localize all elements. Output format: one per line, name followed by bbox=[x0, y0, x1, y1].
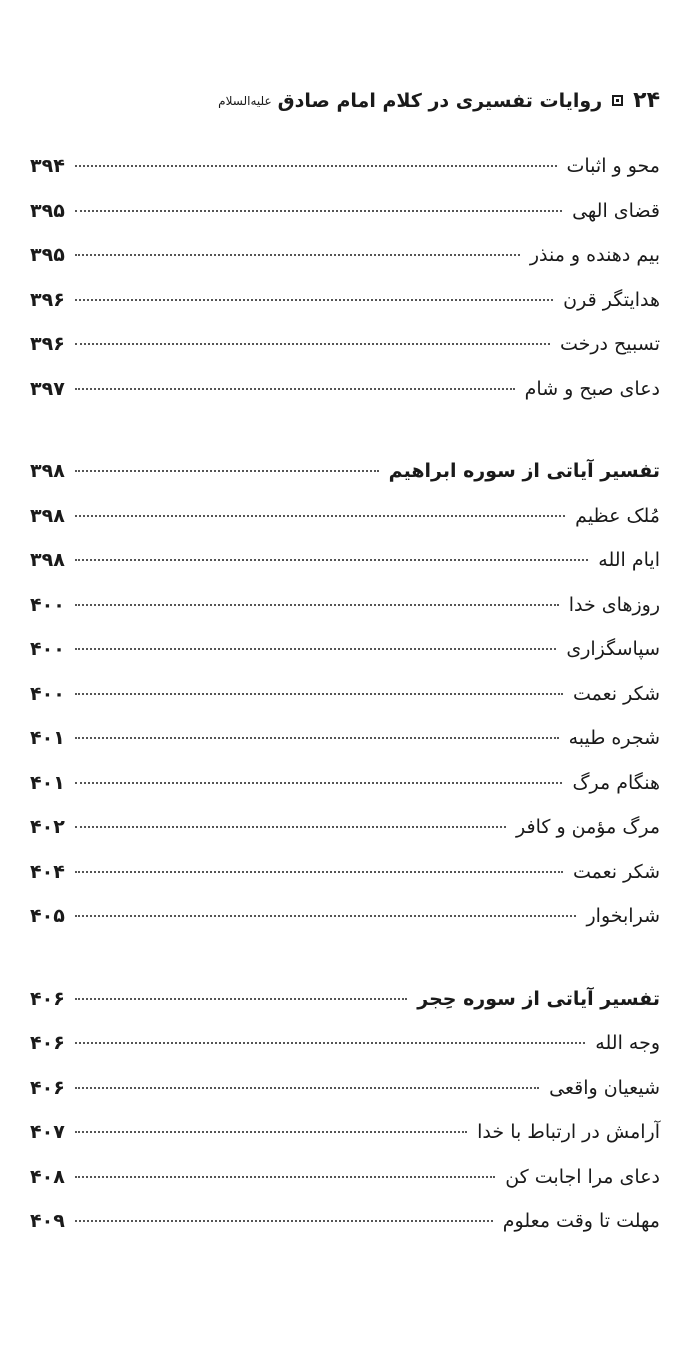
toc-entry-page-number: ۳۹۸ bbox=[30, 549, 65, 571]
toc-entry[interactable] bbox=[30, 861, 660, 906]
toc-entry[interactable] bbox=[30, 155, 660, 200]
toc-entry-page-number: ۴۰۹ bbox=[30, 1210, 65, 1232]
dot-leader bbox=[75, 1042, 586, 1044]
toc-entry-page-number: ۴۰۷ bbox=[30, 1121, 65, 1143]
toc-entry-page-number: ۴۰۰ bbox=[30, 593, 65, 616]
dot-leader bbox=[75, 998, 407, 1000]
toc-entry-page-number: ۳۹۶ bbox=[30, 288, 65, 311]
dot-leader bbox=[75, 648, 557, 650]
toc-entry-title: محو و اثبات bbox=[566, 155, 660, 177]
dot-leader bbox=[75, 1131, 467, 1133]
toc-entry-page-number: ۳۹۶ bbox=[30, 333, 65, 355]
dot-leader bbox=[75, 1087, 539, 1089]
dot-leader bbox=[75, 210, 562, 212]
toc-entry-page-number: ۴۰۰ bbox=[30, 682, 65, 705]
toc-entry-page-number: ۴۰۲ bbox=[30, 816, 65, 838]
honorific-mark: علیه‌السلام bbox=[218, 93, 272, 108]
toc-entry-page-number: ۴۰۱ bbox=[30, 727, 65, 749]
toc-entry-title: روزهای خدا bbox=[568, 593, 660, 616]
toc-entry-page-number: ۴۰۱ bbox=[30, 771, 65, 794]
toc-entry-page-number: ۴۰۵ bbox=[30, 905, 65, 927]
toc-entry-title: تفسیر آیاتی از سوره حِجر bbox=[417, 987, 660, 1010]
toc-entry-title: قضای الهی bbox=[572, 199, 660, 222]
toc-entry-page-number: ۴۰۰ bbox=[30, 638, 65, 660]
toc-entry[interactable] bbox=[30, 378, 660, 423]
toc-entry-title: هنگام مرگ bbox=[572, 771, 660, 794]
toc-entry-title: سپاسگزاری bbox=[566, 638, 660, 660]
toc-entry-title: تفسیر آیاتی از سوره ابراهیم bbox=[388, 460, 660, 482]
dot-leader bbox=[75, 299, 553, 301]
table-of-contents bbox=[30, 155, 660, 1255]
running-header bbox=[218, 88, 660, 113]
dot-leader bbox=[75, 1220, 493, 1222]
section-spacer bbox=[30, 950, 660, 988]
toc-entry[interactable] bbox=[30, 289, 660, 334]
dot-leader bbox=[75, 165, 557, 167]
toc-entry-page-number: ۳۹۸ bbox=[30, 460, 65, 482]
toc-entry[interactable] bbox=[30, 638, 660, 683]
toc-entry[interactable] bbox=[30, 772, 660, 817]
toc-entry-page-number: ۳۹۷ bbox=[30, 377, 65, 400]
toc-entry-page-number: ۳۹۸ bbox=[30, 504, 65, 527]
toc-entry-page-number: ۴۰۴ bbox=[30, 860, 65, 883]
dot-leader bbox=[75, 604, 559, 606]
toc-entry-title: شکر نعمت bbox=[572, 860, 660, 883]
dot-leader bbox=[75, 826, 506, 828]
dot-leader bbox=[75, 915, 577, 917]
toc-entry[interactable] bbox=[30, 244, 660, 289]
toc-entry-page-number: ۴۰۶ bbox=[30, 987, 65, 1010]
dot-leader bbox=[75, 515, 565, 517]
dot-leader bbox=[75, 1176, 495, 1178]
toc-entry-title: شیعیان واقعی bbox=[549, 1076, 660, 1099]
dot-leader bbox=[75, 470, 379, 472]
toc-entry-title: شرابخوار bbox=[586, 905, 660, 927]
toc-entry-title: مهلت تا وقت معلوم bbox=[502, 1210, 660, 1232]
toc-entry-title: ایام الله bbox=[598, 549, 660, 571]
dot-leader bbox=[75, 693, 563, 695]
toc-entry[interactable] bbox=[30, 594, 660, 639]
toc-entry[interactable] bbox=[30, 200, 660, 245]
section-spacer bbox=[30, 422, 660, 460]
dot-leader bbox=[75, 388, 515, 390]
dot-leader bbox=[75, 343, 550, 345]
book-title: روایات تفسیری در کلام امام صادق bbox=[277, 89, 603, 112]
dot-leader bbox=[75, 782, 563, 784]
toc-entry[interactable] bbox=[30, 816, 660, 861]
toc-entry[interactable] bbox=[30, 1121, 660, 1166]
toc-entry[interactable] bbox=[30, 333, 660, 378]
toc-entry-page-number: ۴۰۶ bbox=[30, 1032, 65, 1054]
dot-leader bbox=[75, 559, 588, 561]
toc-entry[interactable] bbox=[30, 905, 660, 950]
dot-leader bbox=[75, 737, 559, 739]
dot-leader bbox=[75, 871, 563, 873]
toc-entry[interactable] bbox=[30, 1077, 660, 1122]
toc-entry[interactable] bbox=[30, 549, 660, 594]
toc-entry[interactable] bbox=[30, 727, 660, 772]
toc-entry[interactable] bbox=[30, 1210, 660, 1255]
toc-entry[interactable] bbox=[30, 1166, 660, 1211]
square-bullet-icon bbox=[612, 95, 623, 106]
toc-entry-page-number: ۴۰۶ bbox=[30, 1076, 65, 1099]
toc-entry-title: مُلک عظیم bbox=[575, 504, 660, 527]
toc-section-heading[interactable] bbox=[30, 460, 660, 505]
toc-entry-title: بیم دهنده و منذر bbox=[529, 244, 660, 266]
toc-entry-title: هدایتگر قرن bbox=[563, 288, 660, 311]
toc-entry[interactable] bbox=[30, 505, 660, 550]
toc-entry-title: آرامش در ارتباط با خدا bbox=[477, 1121, 660, 1143]
toc-entry-page-number: ۳۹۵ bbox=[30, 199, 65, 222]
toc-entry[interactable] bbox=[30, 1032, 660, 1077]
toc-entry-page-number: ۳۹۵ bbox=[30, 244, 65, 266]
toc-entry-title: دعای مرا اجابت کن bbox=[505, 1165, 660, 1188]
toc-entry-title: شکر نعمت bbox=[572, 682, 660, 705]
toc-entry-title: مرگ مؤمن و کافر bbox=[516, 816, 660, 838]
toc-entry-title: تسبیح درخت bbox=[559, 333, 660, 355]
toc-entry-title: وجه الله bbox=[595, 1032, 660, 1054]
toc-entry-page-number: ۴۰۸ bbox=[30, 1165, 65, 1188]
toc-entry-title: دعای صبح و شام bbox=[524, 377, 660, 400]
toc-entry[interactable] bbox=[30, 683, 660, 728]
toc-entry-title: شجره طیبه bbox=[568, 727, 660, 749]
dot-leader bbox=[75, 254, 520, 256]
toc-section-heading[interactable] bbox=[30, 988, 660, 1033]
toc-entry-page-number: ۳۹۴ bbox=[30, 155, 65, 177]
page-number: ۲۴ bbox=[633, 88, 660, 113]
